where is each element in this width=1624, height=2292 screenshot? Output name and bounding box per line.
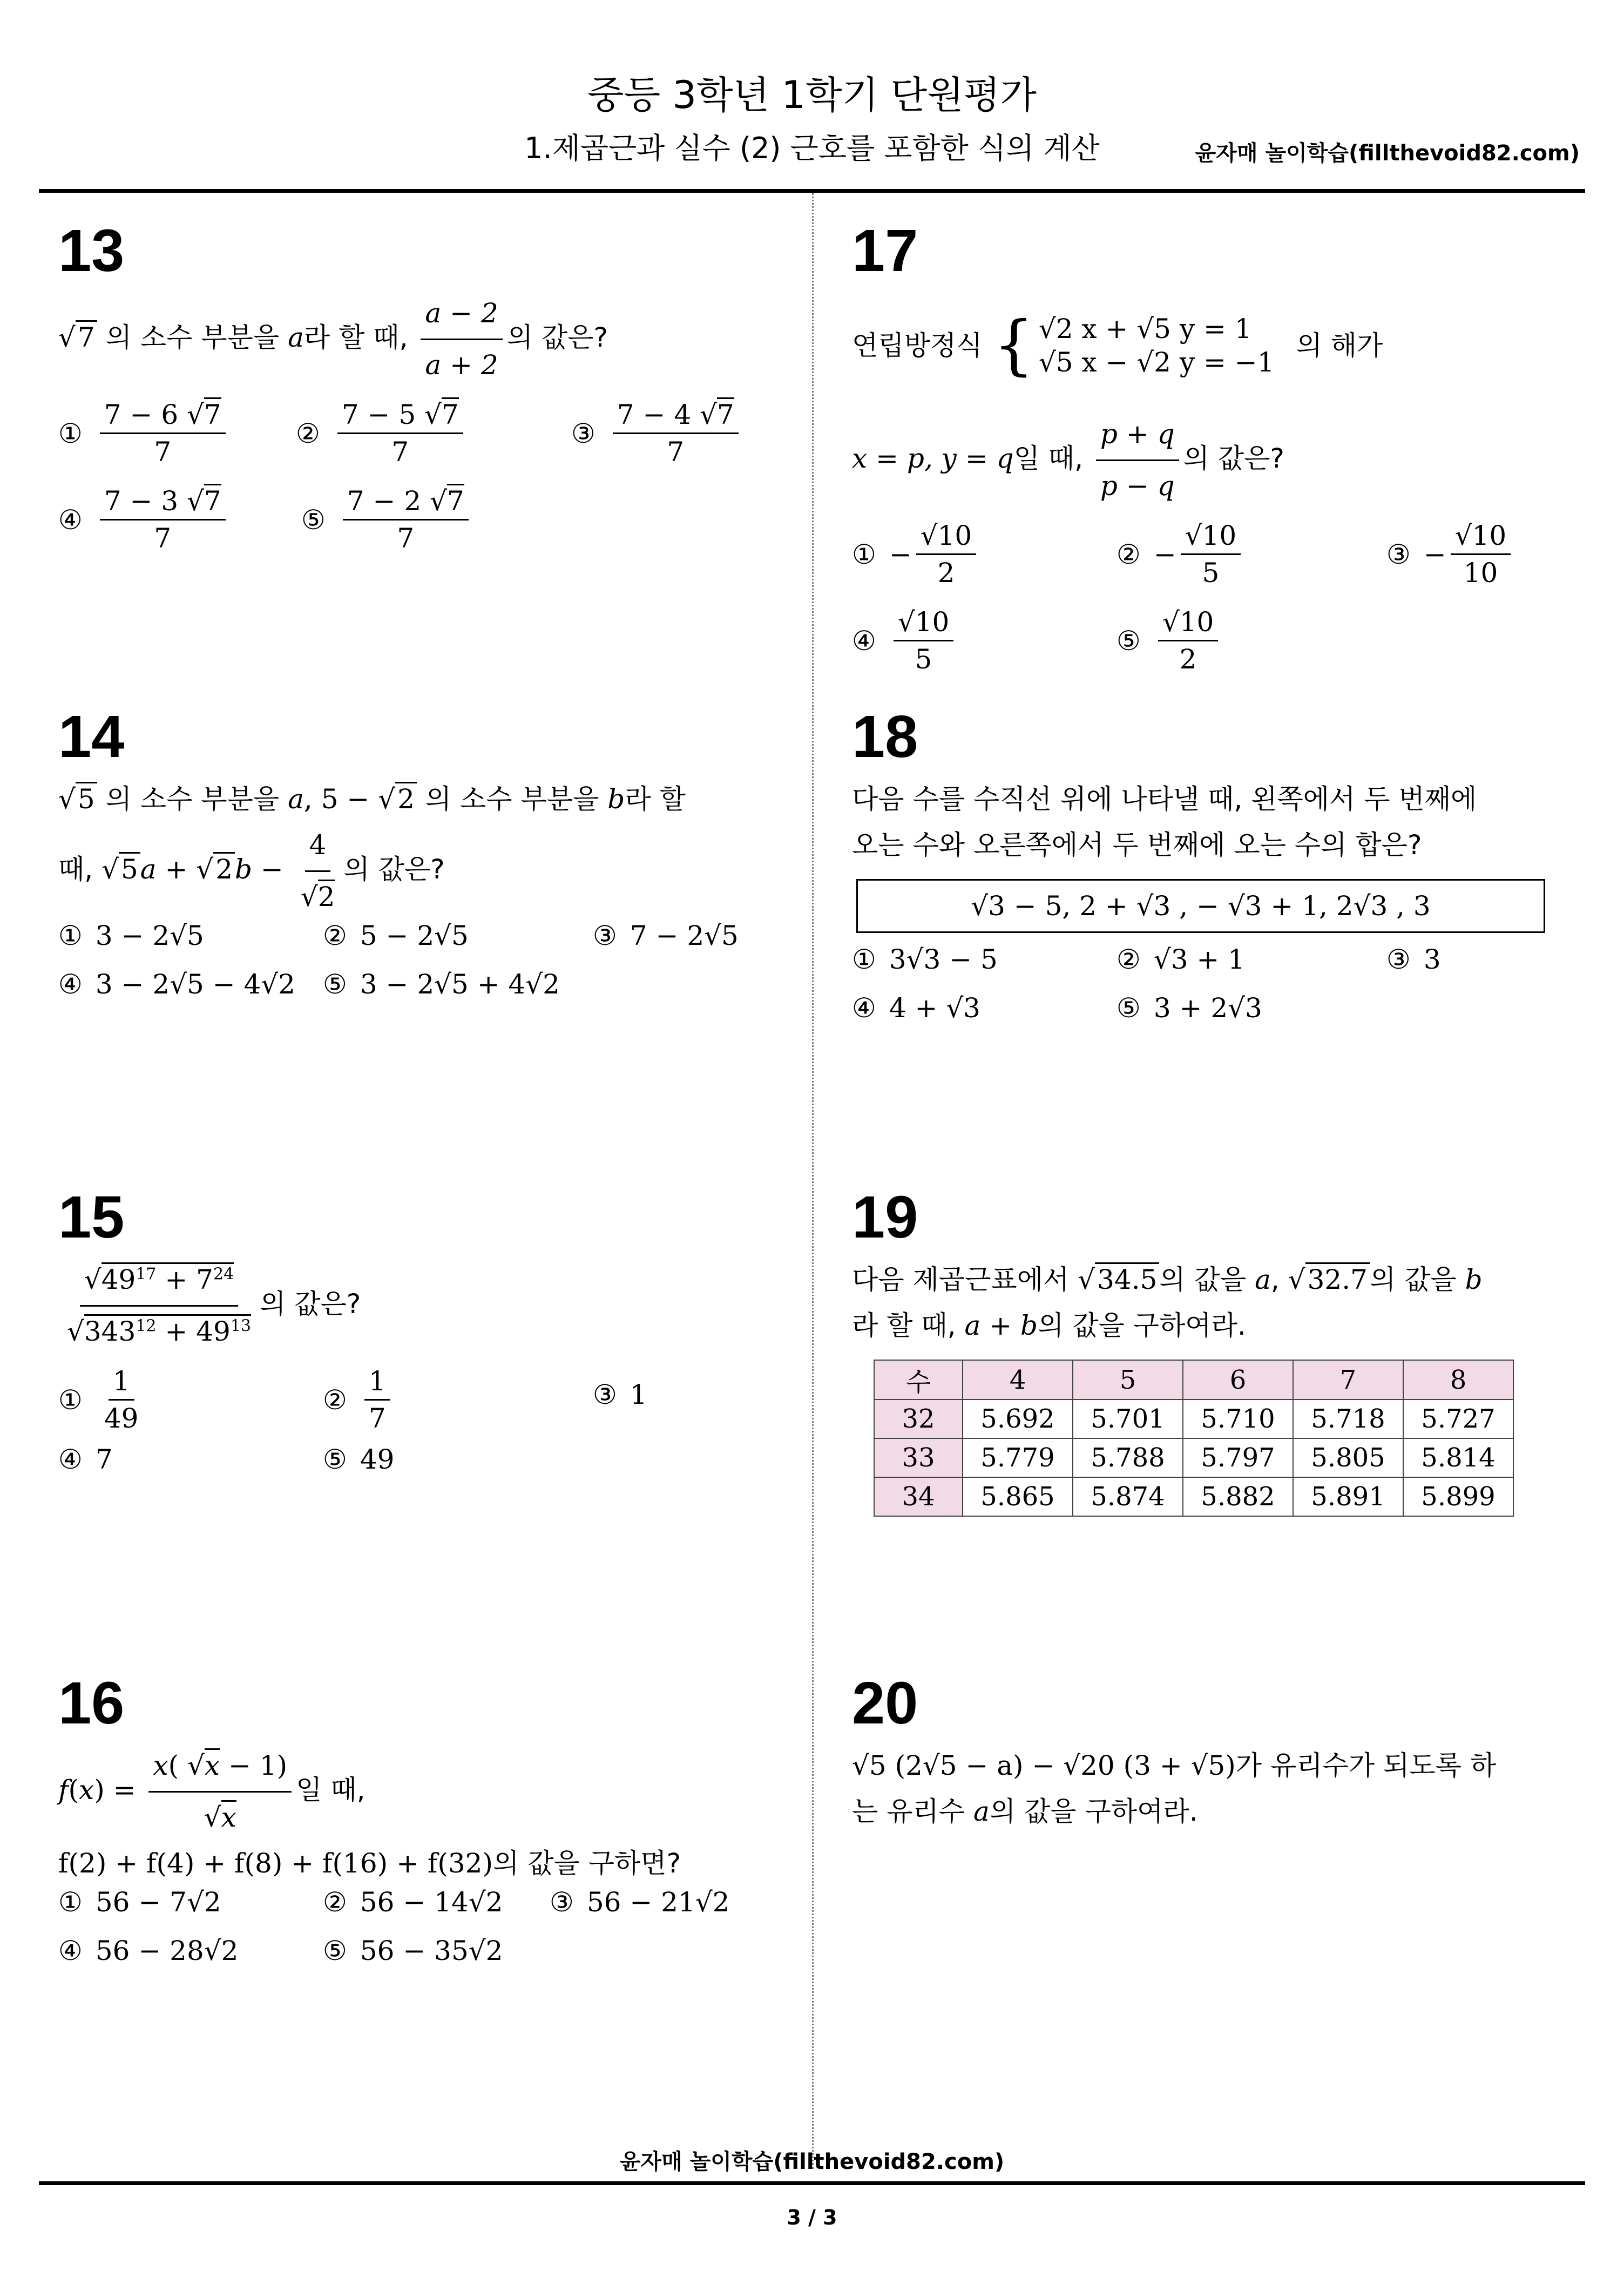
- question-15: [58, 1184, 782, 1495]
- choice-4[interactable]: ④ 3 − 2√5 − 4√2: [58, 969, 295, 1000]
- choice-5[interactable]: ⑤ $\frac{√10}{2}$: [1116, 606, 1222, 675]
- table-cell: 5.727: [1403, 1399, 1513, 1438]
- question-number: 19: [852, 1184, 918, 1250]
- page-subtitle: 1.제곱근과 실수 (2) 근호를 포함한 식의 계산: [524, 131, 1100, 165]
- question-text-line1: 다음 수를 수직선 위에 나타낼 때, 왼쪽에서 두 번째에: [852, 783, 1477, 815]
- table-row: [874, 1399, 1513, 1438]
- choice-4[interactable]: ④ 7: [58, 1444, 113, 1475]
- choice-4[interactable]: ④ 4 + √3: [852, 992, 980, 1024]
- choice-1[interactable]: ① $\frac{7 - 6 √7}{7}$: [58, 399, 230, 468]
- choice-2[interactable]: ② $\frac{1}{7}$: [323, 1365, 395, 1434]
- table-cell: 5.710: [1183, 1399, 1293, 1438]
- table-cell: 5.779: [963, 1438, 1073, 1477]
- table-row-header: 33: [874, 1438, 963, 1477]
- question-number: 15: [58, 1184, 125, 1250]
- choice-5[interactable]: ⑤ 56 − 35√2: [323, 1935, 503, 1966]
- table-cell: 5.891: [1293, 1477, 1403, 1516]
- column-divider: [812, 193, 814, 2169]
- choice-2[interactable]: ② − $\frac{√10}{5}$: [1116, 520, 1245, 589]
- choice-1[interactable]: ① 3√3 − 5: [852, 944, 998, 975]
- table-row-header: 34: [874, 1477, 963, 1516]
- table-header: 수: [874, 1360, 963, 1399]
- table-cell: 5.882: [1183, 1477, 1293, 1516]
- table-header: 6: [1183, 1360, 1293, 1399]
- question-number: 18: [852, 704, 918, 770]
- choice-5[interactable]: ⑤ 3 − 2√5 + 4√2: [323, 969, 560, 1000]
- question-text-line2: f(2) + f(4) + f(8) + f(16) + f(32)의 값을 구하면?: [58, 1848, 681, 1879]
- sqrt-expr: √7: [58, 315, 97, 361]
- table-row: [874, 1477, 1513, 1516]
- question-text-line2: 라 할 때, a + b의 값을 구하여라.: [852, 1310, 1246, 1341]
- choice-5[interactable]: ⑤ 3 + 2√3: [1116, 992, 1262, 1024]
- choice-3[interactable]: ③ 7 − 2√5: [593, 920, 739, 951]
- fraction: $\frac{√49^{17} + 7^{24}}{√343^{12} + 49^{13}}$: [63, 1257, 255, 1355]
- table-cell: 5.788: [1073, 1438, 1183, 1477]
- table-cell: 5.701: [1073, 1399, 1183, 1438]
- choice-1[interactable]: ① $\frac{1}{49}$: [58, 1365, 139, 1434]
- choice-list: [852, 509, 1575, 693]
- choice-list: [58, 1887, 793, 1994]
- question-text-line1: f(x) = $\frac{x( √x - 1)}{√x}$ 일 때,: [58, 1743, 793, 1841]
- question-number: 20: [852, 1670, 918, 1736]
- question-text-line2: x = p, y = q일 때, $\frac{p + q}{p - q}$ 의 값은?: [852, 411, 1575, 509]
- question-19: [852, 1184, 1575, 1517]
- footer-site: 윤자매 놀이학습(fillthevoid82.com): [619, 2149, 1005, 2174]
- choice-2[interactable]: ② 56 − 14√2: [323, 1887, 503, 1918]
- question-number: 13: [58, 218, 125, 284]
- question-text-line1: √5 (2√5 − a) − √20 (3 + √5)가 유리수가 되도록 하: [852, 1750, 1497, 1781]
- question-13: [58, 218, 782, 572]
- choice-1[interactable]: ① − $\frac{√10}{2}$: [852, 520, 980, 589]
- table-cell: 5.718: [1293, 1399, 1403, 1438]
- choice-list: [58, 1355, 782, 1495]
- question-text-line2: 는 유리수 a의 값을 구하여라.: [852, 1796, 1198, 1827]
- choice-3[interactable]: ③ 56 − 21√2: [550, 1887, 730, 1918]
- choice-list: [58, 388, 782, 572]
- question-text-line2: 오는 수와 오른쪽에서 두 번째에 오는 수의 합은?: [852, 829, 1422, 861]
- table-header: 8: [1403, 1360, 1513, 1399]
- question-text-line2: 때, √5a + √2b − $\frac{4}{√2}$ 의 값은?: [58, 822, 793, 920]
- choice-list: [58, 920, 793, 1028]
- choice-4[interactable]: ④ $\frac{√10}{5}$: [852, 606, 958, 675]
- question-number: 16: [58, 1670, 125, 1736]
- choice-1[interactable]: ① 56 − 7√2: [58, 1887, 221, 1918]
- table-cell: 5.692: [963, 1399, 1073, 1438]
- choice-3[interactable]: ③ − $\frac{√10}{10}$: [1386, 520, 1515, 589]
- choice-2[interactable]: ② 5 − 2√5: [323, 920, 469, 951]
- choice-2[interactable]: ② $\frac{7 - 5 √7}{7}$: [296, 399, 468, 468]
- question-20: [852, 1670, 1586, 1835]
- choice-list: [852, 944, 1575, 1052]
- header-site: 윤자매 놀이학습(fillthevoid82.com): [1195, 141, 1580, 166]
- table-header: 4: [963, 1360, 1073, 1399]
- question-text-line1: 다음 제곱근표에서 √34.5의 값을 a, √32.7의 값을 b: [852, 1257, 1575, 1303]
- question-text-line1: 연립방정식 { √2 x + √5 y = 1 √5 x − √2 y = −1 의 해가: [852, 308, 1383, 383]
- choice-3[interactable]: ③ 1: [593, 1379, 647, 1410]
- choice-2[interactable]: ② √3 + 1: [1116, 944, 1245, 975]
- choice-4[interactable]: ④ $\frac{7 - 3 √7}{7}$: [58, 485, 230, 554]
- fraction: $\frac{a - 2}{a + 2}$: [421, 290, 502, 388]
- question-text-line1: √5 의 소수 부분을 a, 5 − √2 의 소수 부분을 b라 할: [58, 776, 793, 822]
- choice-3[interactable]: ③ 3: [1386, 944, 1441, 975]
- table-cell: 5.814: [1403, 1438, 1513, 1477]
- table-cell: 5.865: [963, 1477, 1073, 1516]
- bottom-rule: [39, 2181, 1585, 2185]
- question-18: [852, 704, 1575, 1052]
- choice-3[interactable]: ③ $\frac{7 - 4 √7}{7}$: [571, 399, 743, 468]
- table-cell: 5.874: [1073, 1477, 1183, 1516]
- choice-5[interactable]: ⑤ 49: [323, 1444, 395, 1475]
- number-box: √3 − 5, 2 + √3 , − √3 + 1, 2√3 , 3: [856, 879, 1545, 933]
- table-cell: 5.899: [1403, 1477, 1513, 1516]
- page-number: 3 / 3: [787, 2206, 837, 2229]
- choice-5[interactable]: ⑤ $\frac{7 - 2 √7}{7}$: [301, 485, 473, 554]
- question-text: √7 의 소수 부분을 a라 할 때, $\frac{a - 2}{a + 2}$ 의 값은?: [58, 290, 782, 388]
- question-16: [58, 1670, 793, 1994]
- question-17: [852, 218, 1575, 693]
- table-cell: 5.797: [1183, 1438, 1293, 1477]
- table-row-header: 32: [874, 1399, 963, 1438]
- table-cell: 5.805: [1293, 1438, 1403, 1477]
- square-root-table: [874, 1360, 1514, 1517]
- top-rule: [39, 189, 1585, 193]
- choice-4[interactable]: ④ 56 − 28√2: [58, 1935, 239, 1966]
- table-header: 7: [1293, 1360, 1403, 1399]
- choice-1[interactable]: ① 3 − 2√5: [58, 920, 204, 951]
- table-header: 5: [1073, 1360, 1183, 1399]
- question-number: 14: [58, 704, 125, 770]
- table-row: [874, 1438, 1513, 1477]
- question-14: [58, 704, 793, 1028]
- page-title: 중등 3학년 1학기 단원평가: [587, 73, 1037, 117]
- question-text: $\frac{√49^{17} + 7^{24}}{√343^{12} + 49^{13}}$ 의 값은?: [58, 1257, 782, 1355]
- question-number: 17: [852, 218, 918, 284]
- table-header-row: [874, 1360, 1513, 1399]
